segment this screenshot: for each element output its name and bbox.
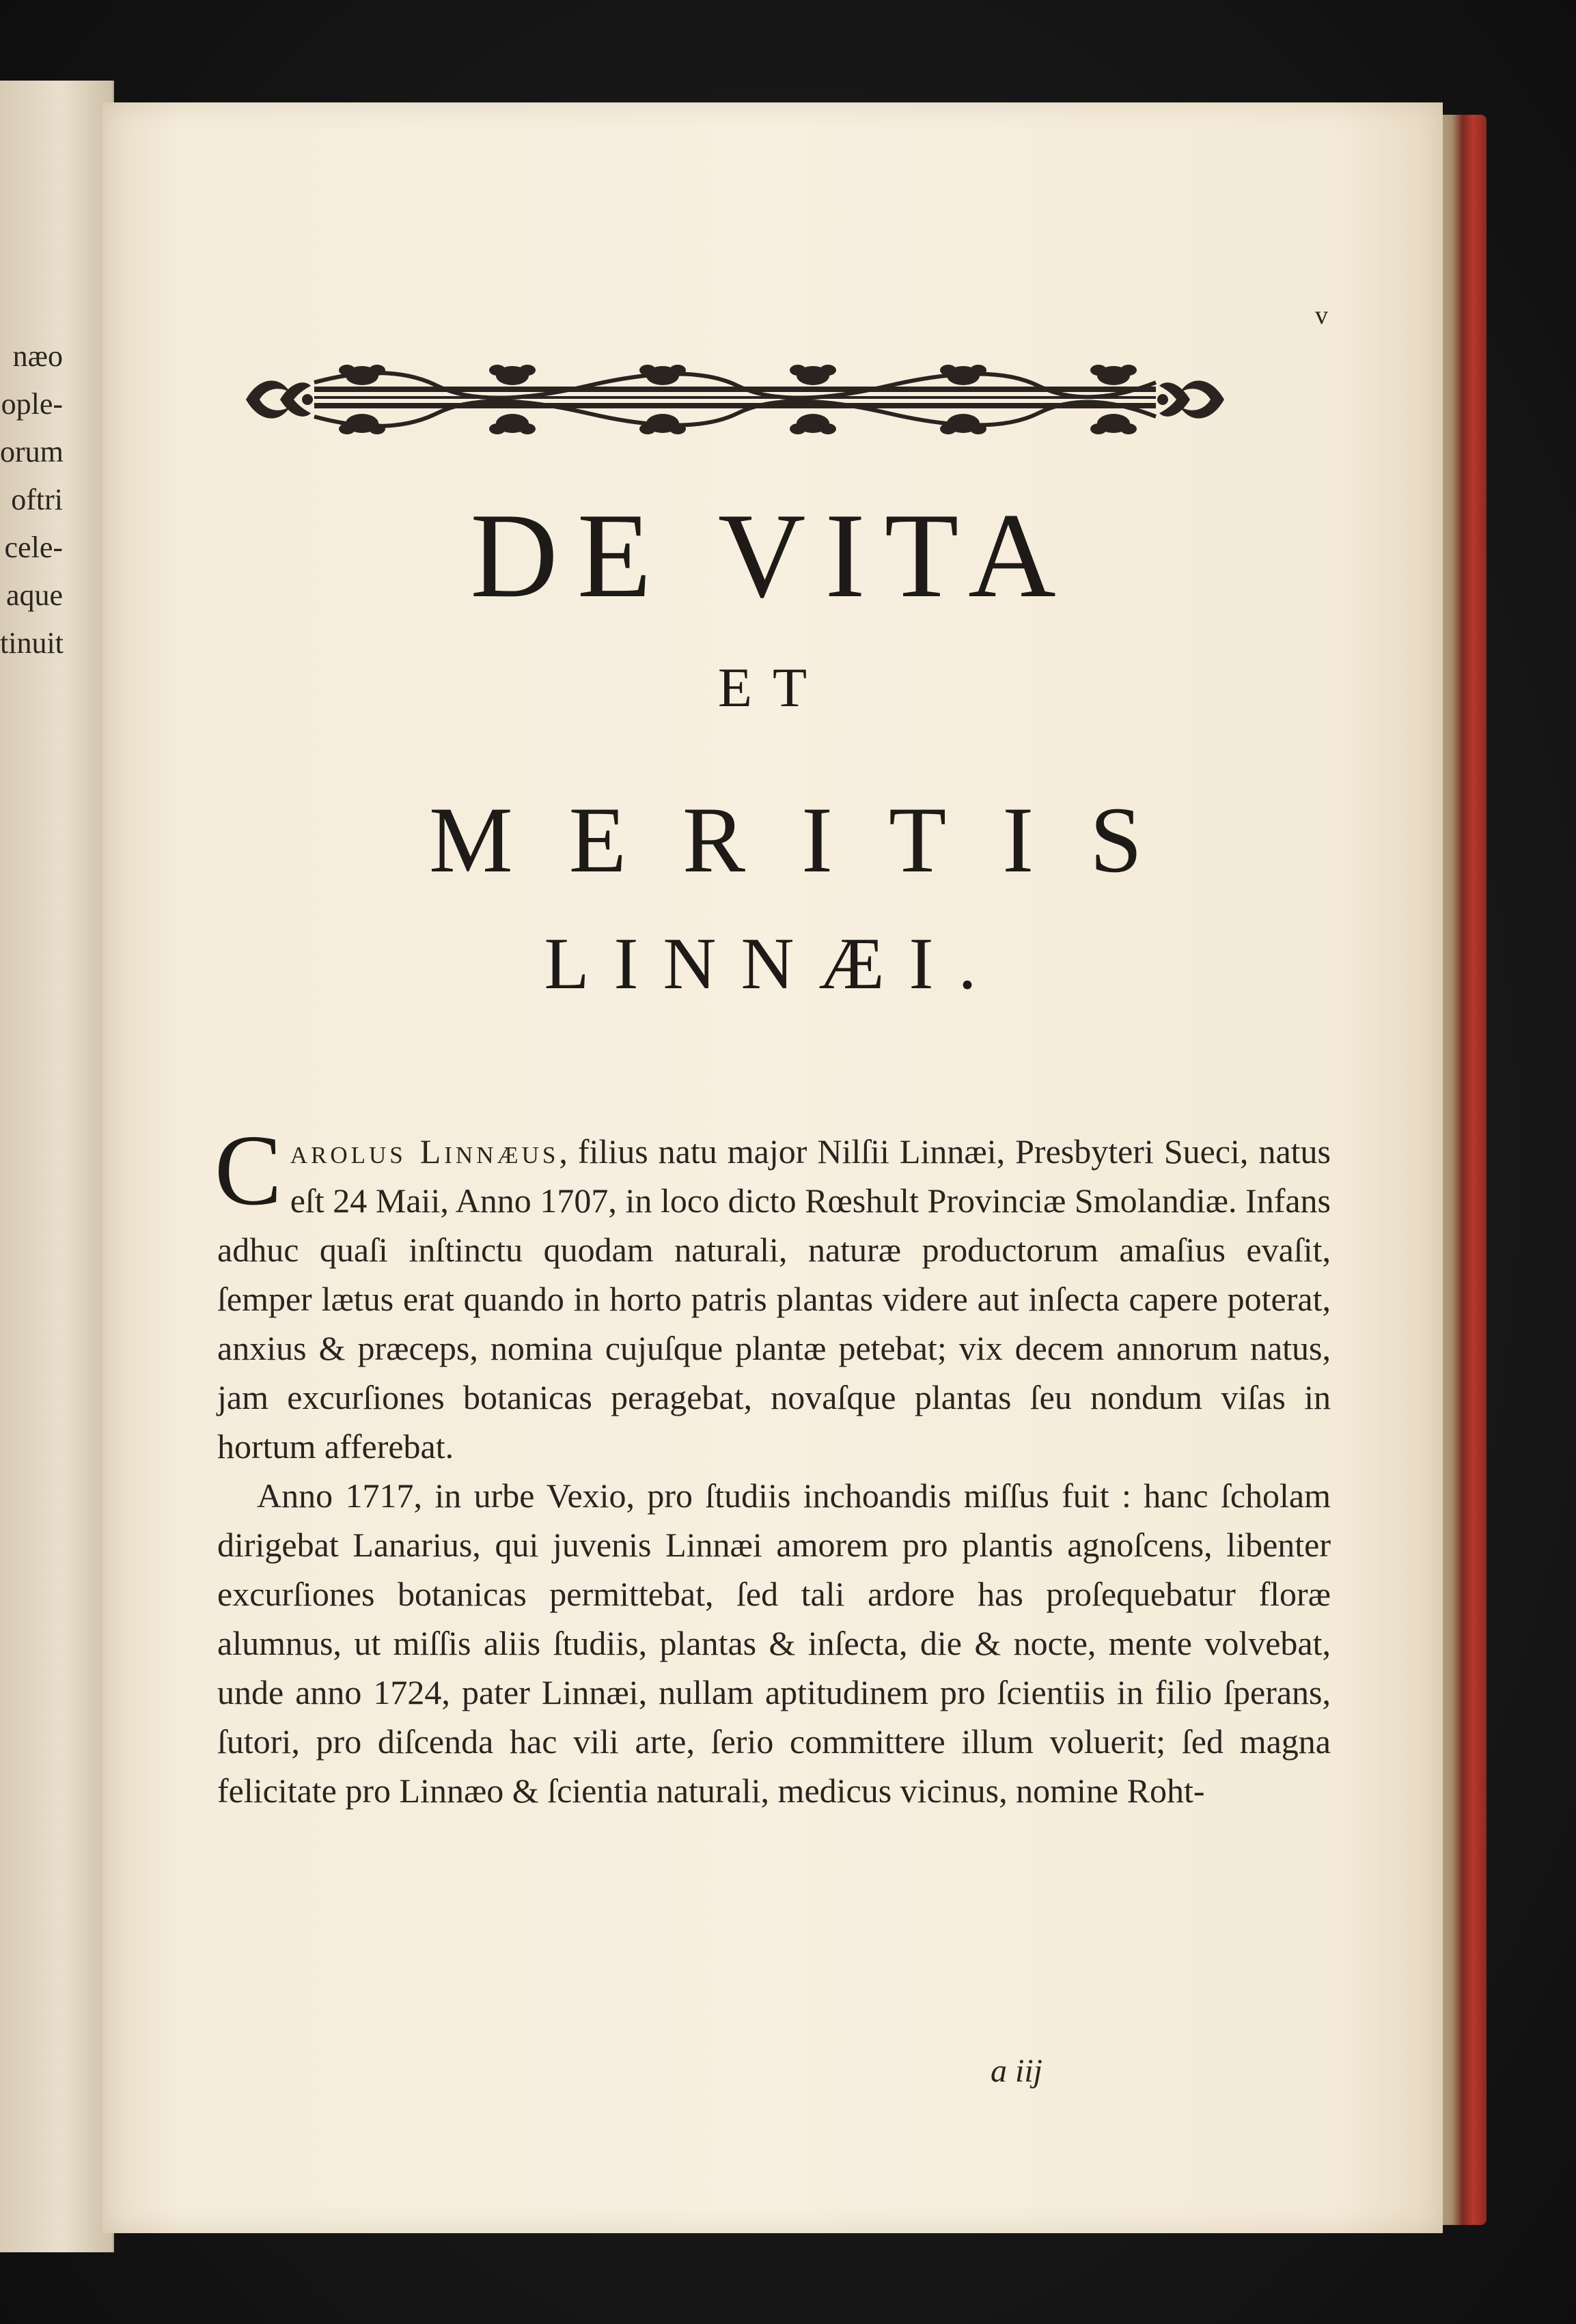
title-line-linnaei: LINNÆI. [544, 923, 1001, 1005]
drop-cap: C [215, 1115, 282, 1227]
left-page-fragment: oftri [11, 483, 63, 516]
signature-catchword: a iij [991, 2053, 1043, 2089]
paragraph-1-text: , filius natu major Nilſii Linnæi, Presbyteri Sueci, natus eſt 24 Maii, Anno 1707, in loco dicto Rœshult Provinciæ Smolandiæ. Infans adhuc quaſi inſtinctu quodam naturali, naturæ productorum amaſius evaſit, ſemper lætus erat quando in horto patris plantas videre aut inſecta capere poterat, anxius & præceps, nomina cujuſque plantæ petebat; vix decem annorum natus, jam excurſiones botanicas peragebat, novaſque plantas ſeu nondum viſas in hortum afferebat. [217, 1132, 1331, 1466]
signature-mark: v [1315, 301, 1328, 330]
book-page [102, 102, 1443, 2233]
title-line-de-vita: DE VITA [470, 488, 1075, 623]
floral-ornament-icon [239, 355, 1231, 444]
left-page-fragment: cele- [4, 531, 63, 564]
body-text [215, 1115, 1331, 1815]
left-page-fragment: næo [12, 339, 63, 373]
paragraph-2: Anno 1717, in urbe Vexio, pro ſtudiis inchoandis miſſus fuit : hanc ſcholam dirigebat Lanarius, qui juvenis Linnæi amorem pro plantis agnoſcens, libenter excurſiones botanicas permittebat, ſed tali ardore has proſequebatur floræ alumnus, ut miſſis aliis ſtudiis, plantas & inſecta, die & nocte, mente volvebat, unde anno 1724, pater Linnæi, nullam aptitudinem pro ſcientiis in filio ſperans, ſutori, pro diſcenda hac vili arte, ſerio committere illum voluerit; ſed magna felicitate pro Linnæo & ſcientia naturali, medicus vicinus, nomine Roht- [217, 1476, 1331, 1810]
smallcaps-name: arolus Linnæus [290, 1132, 559, 1171]
left-page-fragment: ople- [1, 387, 63, 421]
left-page-edge [0, 81, 114, 2252]
title-line-et: ET [717, 656, 828, 718]
left-page-fragment: tinuit [0, 626, 64, 660]
title-line-meritis: MERITIS [429, 787, 1198, 892]
paragraph-1 [215, 1115, 1331, 1471]
left-page-fragment: orum [0, 435, 64, 468]
left-page-fragment: aque [5, 578, 63, 612]
